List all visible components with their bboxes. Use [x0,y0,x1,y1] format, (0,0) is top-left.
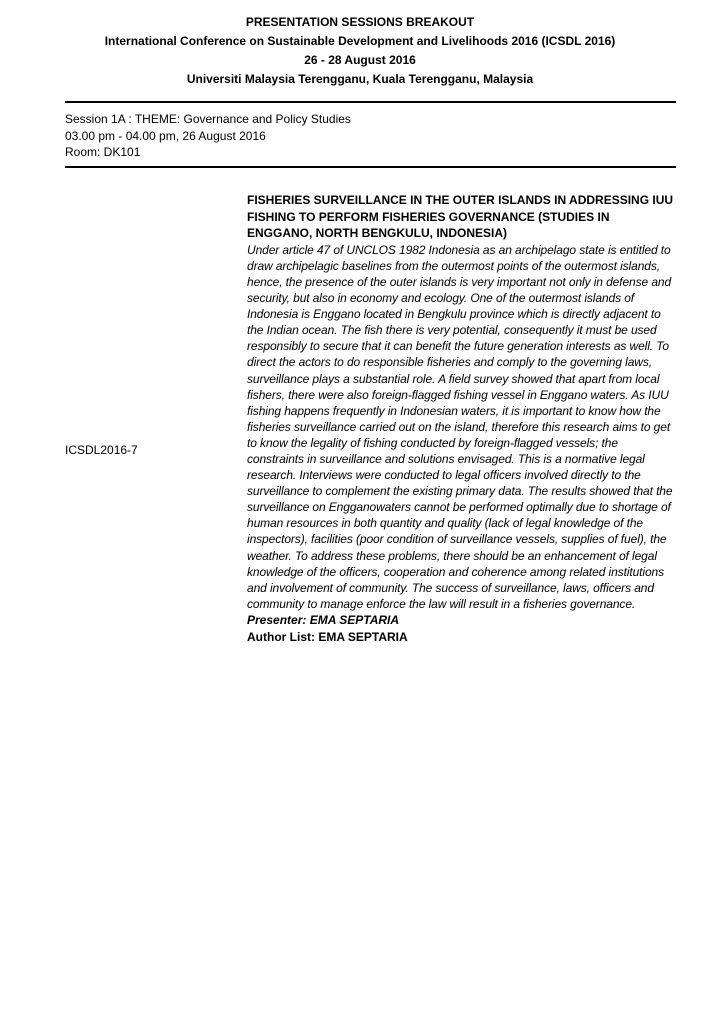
conference-name: International Conference on Sustainable Development and Livelihoods 2016 (ICSDL 2016) [104,34,616,48]
paper-entry [247,192,677,646]
session-theme: Session 1A : THEME: Governance and Policy Studies [65,112,351,126]
session-info [65,111,351,161]
header-title: PRESENTATION SESSIONS BREAKOUT [245,15,475,29]
paper-authors: Author List: EMA SEPTARIA [247,629,408,644]
paper-title: FISHERIES SURVEILLANCE IN THE OUTER ISLANDS IN ADDRESSING IUU FISHING TO PERFORM FISHERIES GOVERNANCE (STUDIES IN ENGGANO, NORTH BENGKULU, INDONESIA) [247,193,674,241]
bottom-divider [65,166,676,168]
document-header [0,13,720,89]
paper-abstract: Under article 47 of UNCLOS 1982 Indonesia as an archipelago state is entitled to draw archipelagic baselines from the outermost points of the outermost islands, hence, the presence of the outer islands is very important not only in defense and security, but also in economy and ecology. One of the outermost islands of Indonesia is Enggano located in Bengkulu province which is directly adjacent to the Indian ocean. The fish there is very potential, consequently it must be used responsibly to secure that it can benefit the future generation interests as well. To direct the actors to do responsible fisheries and comply to the governing laws, surveillance plays a substantial role. A field survey showed that apart from local fishers, there were also foreign-flagged fishing vessel in Enggano waters. As IUU fishing happens frequently in Indonesian waters, it is important to know how the fisheries surveillance carried out on the island, therefore this research aims to get to know the legality of fishing conducted by foreign-flagged vessels; the constraints in surveillance and solutions envisaged. This is a normative legal research. Interviews were conducted to legal officers involved directly to the surveillance to complement the existing primary data. The results showed that the surveillance on Engganowaters cannot be performed optimally due to shortage of human resources in both quantity and quality (lack of legal knowledge of the inspectors), facilities (poor condition of surveillance vessels, supplies of fuel), the weather. To address these problems, there should be an enhancement of legal knowledge of the officers, cooperation and coherence among related institutions and involvement of community. The success of surveillance, laws, officers and community to manage enforce the law will result in a fisheries governance. [247,242,673,611]
session-room: Room: DK101 [65,145,141,159]
conference-venue: Universiti Malaysia Terengganu, Kuala Terengganu, Malaysia [186,72,534,86]
top-divider [65,101,676,103]
session-time: 03.00 pm - 04.00 pm, 26 August 2016 [65,128,266,143]
paper-presenter: Presenter: EMA SEPTARIA [247,612,400,627]
conference-dates: 26 - 28 August 2016 [304,53,416,67]
paper-id: ICSDL2016-7 [65,443,138,457]
